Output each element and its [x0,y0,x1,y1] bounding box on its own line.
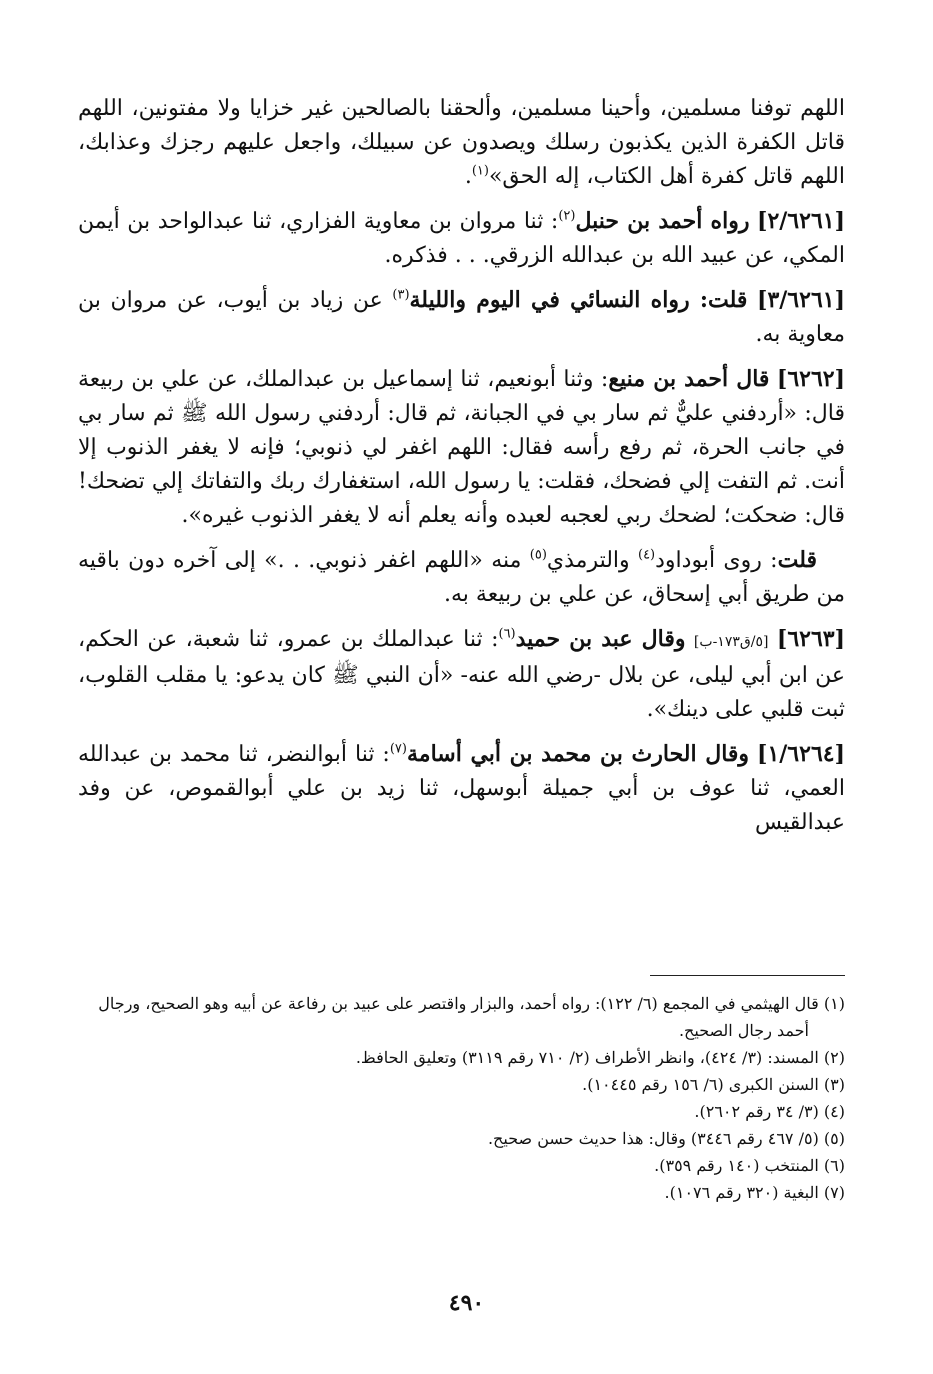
p7-text: : ثنا أبوالنضر، ثنا محمد بن عبدالله العمي، ثنا عوف بن أبي جميلة أبوسهل، ثنا زيد بن علي أبوالقموص، عن وفد عبدالقيس [78,742,845,835]
p6-lead: وقال عبد بن حميد [515,626,686,652]
p7-number: [١/٦٢٦٤] [757,741,845,767]
p4-text: : وثنا أبونعيم، ثنا إسماعيل بن عبدالملك، عن علي بن ربيعة قال: «أردفني عليٌّ ثم سار بي في الجبانة، ثم قال: أردفني رسول الله ﷺ ثم سار بي في جانب الحرة، ثم رفع رأسه فقال: اللهم اغفر لي ذنوبي؛ فإنه لا يغفر الذنوب إلا أنت. ثم التفت إلي فضحك، فقلت: يا رسول الله، استغفارك ربك والتفاتك إلي تضحك! قال: ضحكت؛ لضحك ربي لعجبه لعبده وأنه يعلم أنه لا يغفر الذنوب غيره». [78,367,845,528]
footnote: (١) قال الهيثمي في المجمع (٦/ ١٢٢): رواه أحمد، والبزار واقتصر على عبيد بن رفاعة عن أبيه وهو الصحيح، ورجال أحمد رجال الصحيح. [98,994,845,1040]
footnote-ref-5: (٥) [529,547,547,563]
paragraph-3 [78,283,845,352]
manuscript-ref: [٥/ق١٧٣-ب] [693,634,769,650]
footnote-divider [650,975,845,976]
p4-number: [٦٢٦٢] [776,366,845,392]
p5-text-c: منه «اللهم اغفر ذنوبي. . .» إلى آخره دون باقيه من طريق أبي إسحاق، عن علي بن ربيعة به. [78,548,845,607]
paragraph-5 [78,543,845,612]
p1-text: اللهم توفنا مسلمين، وأحينا مسلمين، وألحقنا بالصالحين غير خزايا ولا مفتونين، اللهم قاتل الكفرة الذين يكذبون رسلك ويصدون عن سبيلك، واجعل عليهم رجزك وعذابك، اللهم قاتل كفرة أهل الكتاب، إله الحق» [78,96,845,189]
footnote: (٧) البغية (٣٢٠ رقم ١٠٧٦). [664,1183,845,1202]
footnote-ref-7: (٧) [389,741,407,757]
paragraph-2 [78,204,845,273]
footnote-ref-2: (٢) [558,208,576,224]
paragraph-7 [78,737,845,840]
p4-lead: قال أحمد بن منيع [608,366,770,392]
paragraph-4 [78,362,845,533]
p3-text: عن زياد بن أيوب، عن مروان بن معاوية به. [78,288,845,347]
p5-lead: قلت [777,547,817,573]
page-number: ٤٩٠ [448,1290,485,1316]
footnotes [78,990,845,1206]
p3-lead: قلت: رواه النسائي في اليوم والليلة [409,287,748,313]
p6-number: [٦٢٦٣] [776,626,846,652]
footnote-ref-1: (١) [471,163,489,179]
p2-lead: رواه أحمد بن حنبل [575,208,750,234]
footnote-ref-4: (٤) [637,547,656,563]
footnote-ref-6: (٦) [498,626,516,642]
p5-text-a: : روى أبوداود [655,548,778,573]
p3-number: [٣/٦٢٦١] [757,287,845,313]
p2-text: : ثنا مروان بن معاوية الفزاري، ثنا عبدالواحد بن أيمن المكي، عن عبيد الله بن عبدالله الزرقي. . . فذكره. [78,209,845,268]
p5-text-b: والترمذي [546,548,638,573]
footnote: (٣) السنن الكبرى (٦/ ١٥٦ رقم ١٠٤٤٥). [582,1075,845,1094]
footnote: (٥) (٥/ ٤٦٧ رقم ٣٤٤٦) وقال: هذا حديث حسن صحيح. [487,1129,845,1148]
footnote: (٦) المنتخب (١٤٠ رقم ٣٥٩). [654,1156,845,1175]
p7-lead: وقال الحارث بن محمد بن أبي أسامة [406,741,750,767]
p6-text: : ثنا عبدالملك بن عمرو، ثنا شعبة، عن الحكم، عن ابن أبي ليلى، عن بلال -رضي الله عنه- «أن النبي ﷺ كان يدعو: يا مقلب القلوب، ثبت قلبي على دينك». [78,627,845,722]
p1-end: . [464,164,472,189]
footnote-ref-3: (٣) [392,287,410,303]
paragraph-1 [78,92,845,194]
main-text [78,92,845,850]
footnote: (٤) (٣/ ٣٤ رقم ٢٦٠٢). [694,1102,845,1121]
footnote: (٢) المسند: (٣/ ٤٢٤)، وانظر الأطراف (٢/ ٧١٠ رقم ٣١١٩) وتعليق الحافظ. [355,1048,845,1067]
p2-number: [٢/٦٢٦١] [757,208,845,234]
paragraph-6 [78,622,845,727]
